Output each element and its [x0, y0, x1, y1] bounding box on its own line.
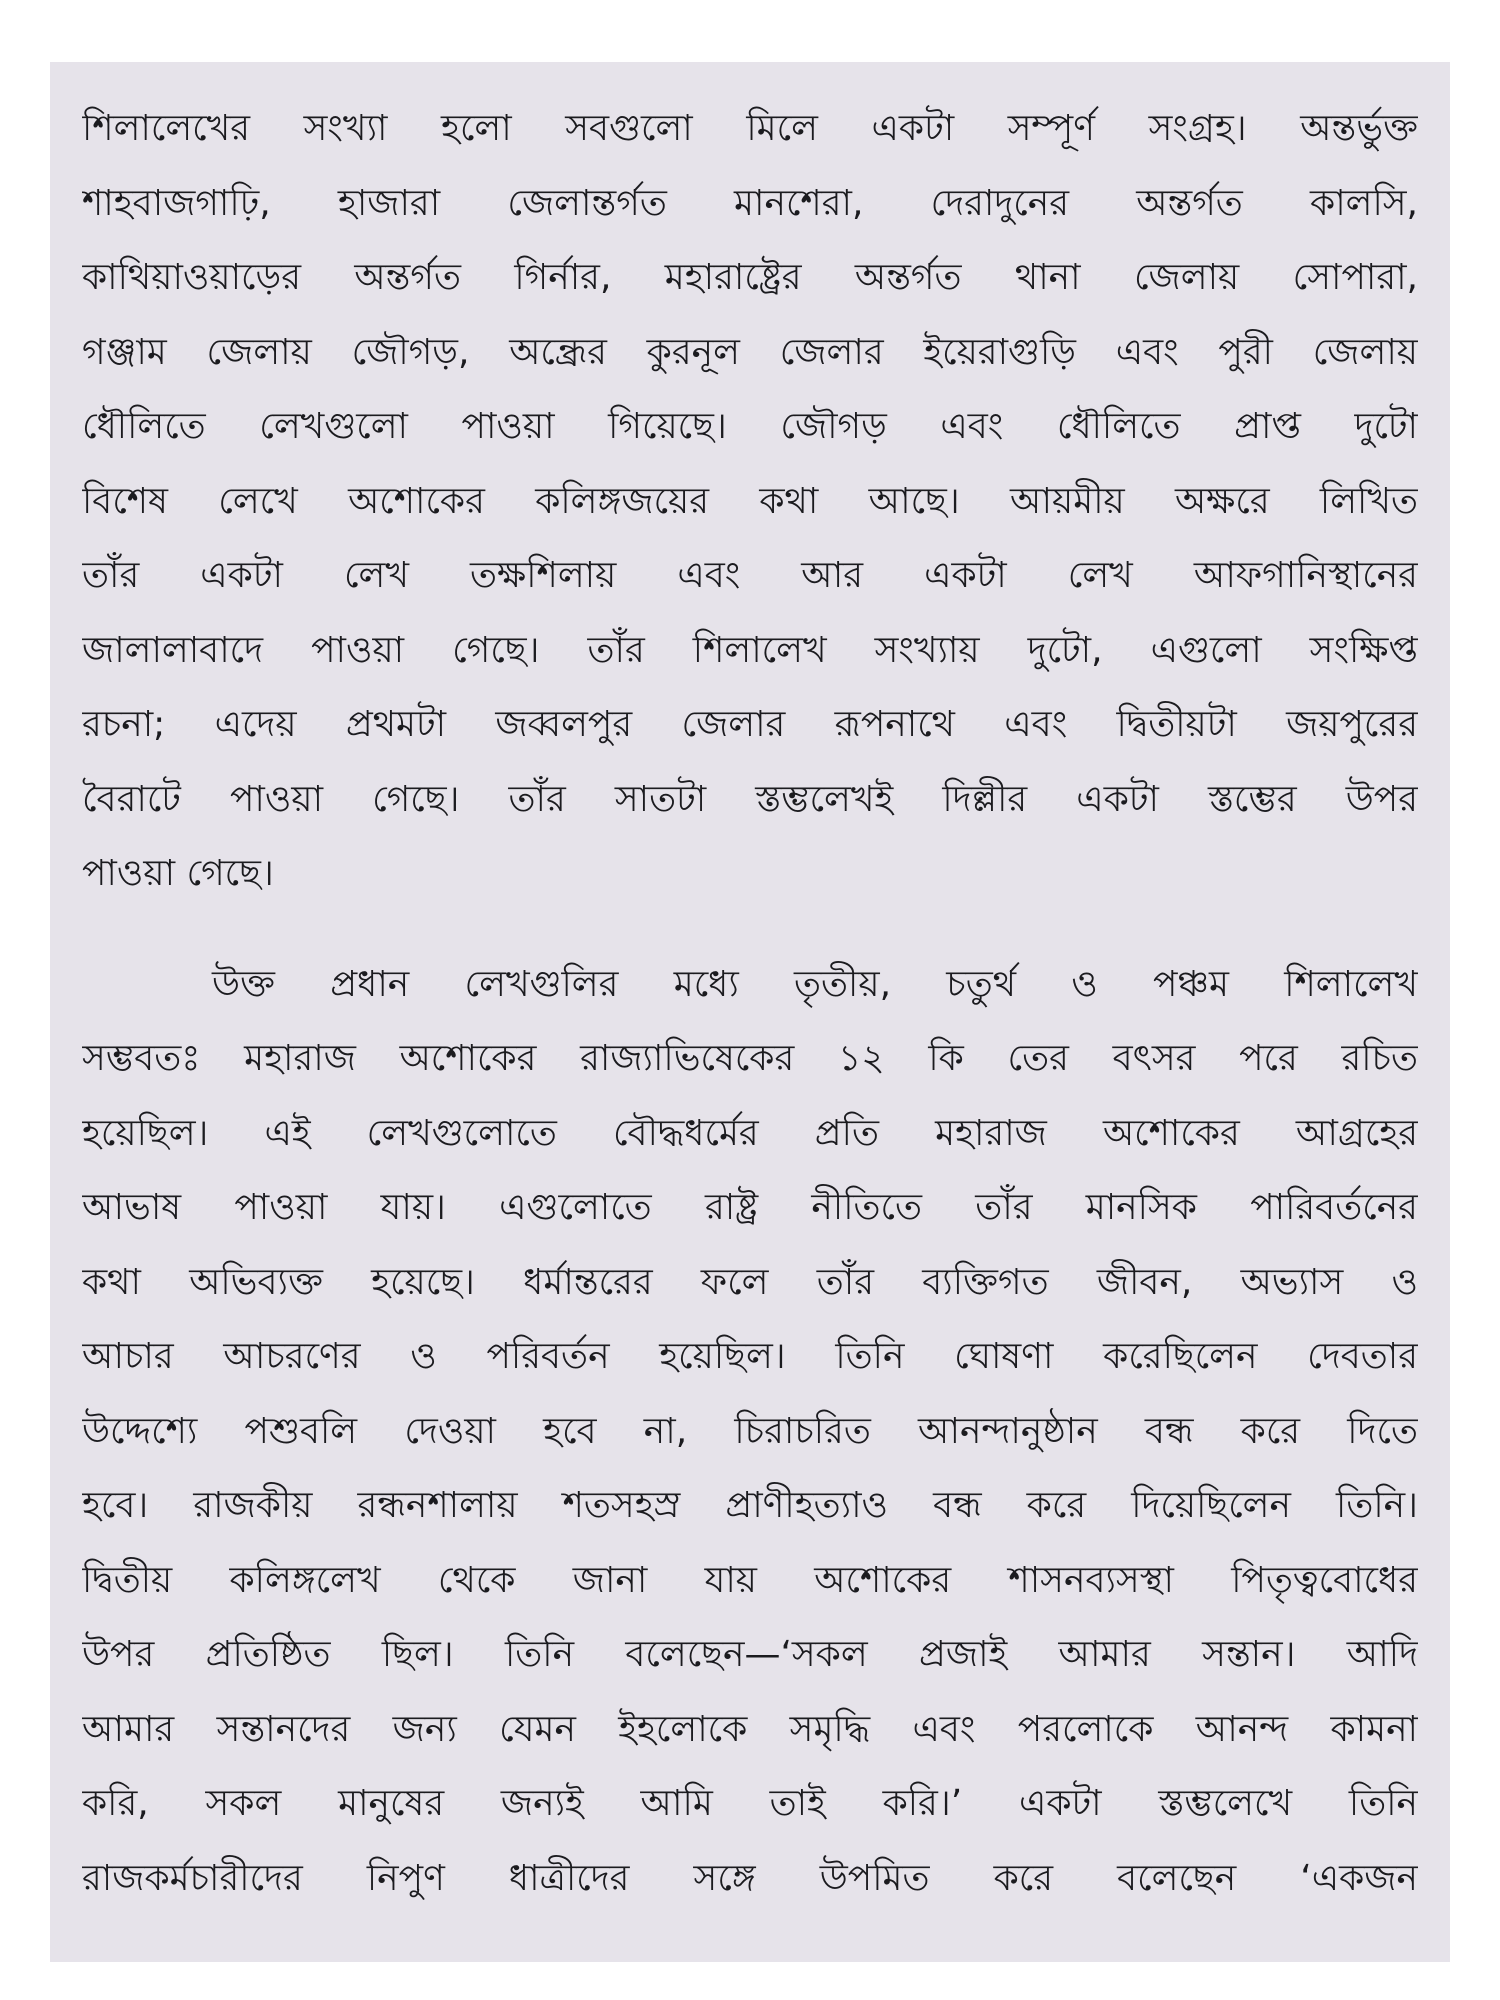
text-line: কথা অভিব্যক্ত হয়েছে। ধর্মান্তরের ফলে তাঁর ব্যক্তিগত জীবন, অভ্যাস ও	[82, 1261, 1418, 1303]
paragraph-1	[82, 92, 1418, 912]
text-line: রচনা; এদেয় প্রথমটা জব্বলপুর জেলার রূপনাথে এবং দ্বিতীয়টা জয়পুরের	[82, 704, 1418, 745]
text-line: কাথিয়াওয়াড়ের অন্তর্গত গির্নার, মহারাষ্ট্রের অন্তর্গত থানা জেলায় সোপারা,	[82, 257, 1418, 298]
text-line: উপর প্রতিষ্ঠিত ছিল। তিনি বলেছেন—‘সকল প্রজাই আমার সন্তান। আদি	[82, 1634, 1418, 1675]
text-line: বৈরাটে পাওয়া গেছে। তাঁর সাতটা স্তম্ভলেখই দিল্লীর একটা স্তম্ভের উপর	[82, 778, 1418, 820]
paragraph-2	[82, 948, 1418, 1917]
text-line: রাজকর্মচারীদের নিপুণ ধাত্রীদের সঙ্গে উপমিত করে বলেছেন ‘একজন	[82, 1857, 1418, 1899]
text-line: হবে। রাজকীয় রন্ধনশালায় শতসহস্র প্রাণীহত্যাও বন্ধ করে দিয়েছিলেন তিনি।	[82, 1485, 1418, 1526]
document-text	[82, 92, 1418, 1916]
text-line: গঞ্জাম জেলায় জৌগড়, অন্ধ্রের কুরনূল জেলার ইয়েরাগুড়ি এবং পুরী জেলায়	[82, 331, 1418, 373]
paragraph-gap	[82, 912, 1418, 948]
text-line: বিশেষ লেখে অশোকের কলিঙ্গজয়ের কথা আছে। আয়মীয় অক্ষরে লিখিত	[82, 480, 1418, 522]
scanned-page	[50, 62, 1450, 1962]
text-line: শিলালেখের সংখ্যা হলো সবগুলো মিলে একটা সম্পূর্ণ সংগ্রহ। অন্তর্ভুক্ত	[82, 108, 1418, 149]
text-line: আমার সন্তানদের জন্য যেমন ইহলোকে সমৃদ্ধি এবং পরলোকে আনন্দ কামনা	[82, 1708, 1418, 1750]
text-line: তাঁর একটা লেখ তক্ষশিলায় এবং আর একটা লেখ আফগানিস্থানের	[82, 555, 1418, 596]
text-line: উদ্দেশ্যে পশুবলি দেওয়া হবে না, চিরাচরিত আনন্দানুষ্ঠান বন্ধ করে দিতে	[82, 1410, 1418, 1452]
text-line: ধৌলিতে লেখগুলো পাওয়া গিয়েছে। জৌগড় এবং ধৌলিতে প্রাপ্ত দুটো	[82, 406, 1418, 447]
text-line: উক্ত প্রধান লেখগুলির মধ্যে তৃতীয়, চতুর্থ ও পঞ্চম শিলালেখ	[212, 963, 1418, 1005]
text-line: আচার আচরণের ও পরিবর্তন হয়েছিল। তিনি ঘোষণা করেছিলেন দেবতার	[82, 1336, 1418, 1377]
text-line: সম্ভবতঃ মহারাজ অশোকের রাজ্যাভিষেকের ১২ কি তের বৎসর পরে রচিত	[82, 1038, 1418, 1079]
text-line: করি, সকল মানুষের জন্যই আমি তাই করি।’ একটা স্তম্ভলেখে তিনি	[82, 1783, 1418, 1824]
text-line: আভাষ পাওয়া যায়। এগুলোতে রাষ্ট্র নীতিতে তাঁর মানসিক পারিবর্তনের	[82, 1187, 1418, 1228]
text-line: হয়েছিল। এই লেখগুলোতে বৌদ্ধধর্মের প্রতি মহারাজ অশোকের আগ্রহের	[82, 1112, 1418, 1154]
text-line: শাহবাজগাঢ়ি, হাজারা জেলান্তর্গত মানশেরা, দেরাদুনের অন্তর্গত কালসি,	[82, 182, 1418, 224]
text-line: দ্বিতীয় কলিঙ্গলেখ থেকে জানা যায় অশোকের শাসনব্যসস্থা পিতৃত্ববোধের	[82, 1559, 1418, 1601]
text-line: পাওয়া গেছে।	[82, 853, 274, 894]
text-line: জালালাবাদে পাওয়া গেছে। তাঁর শিলালেখ সংখ্যায় দুটো, এগুলো সংক্ষিপ্ত	[82, 629, 1418, 671]
